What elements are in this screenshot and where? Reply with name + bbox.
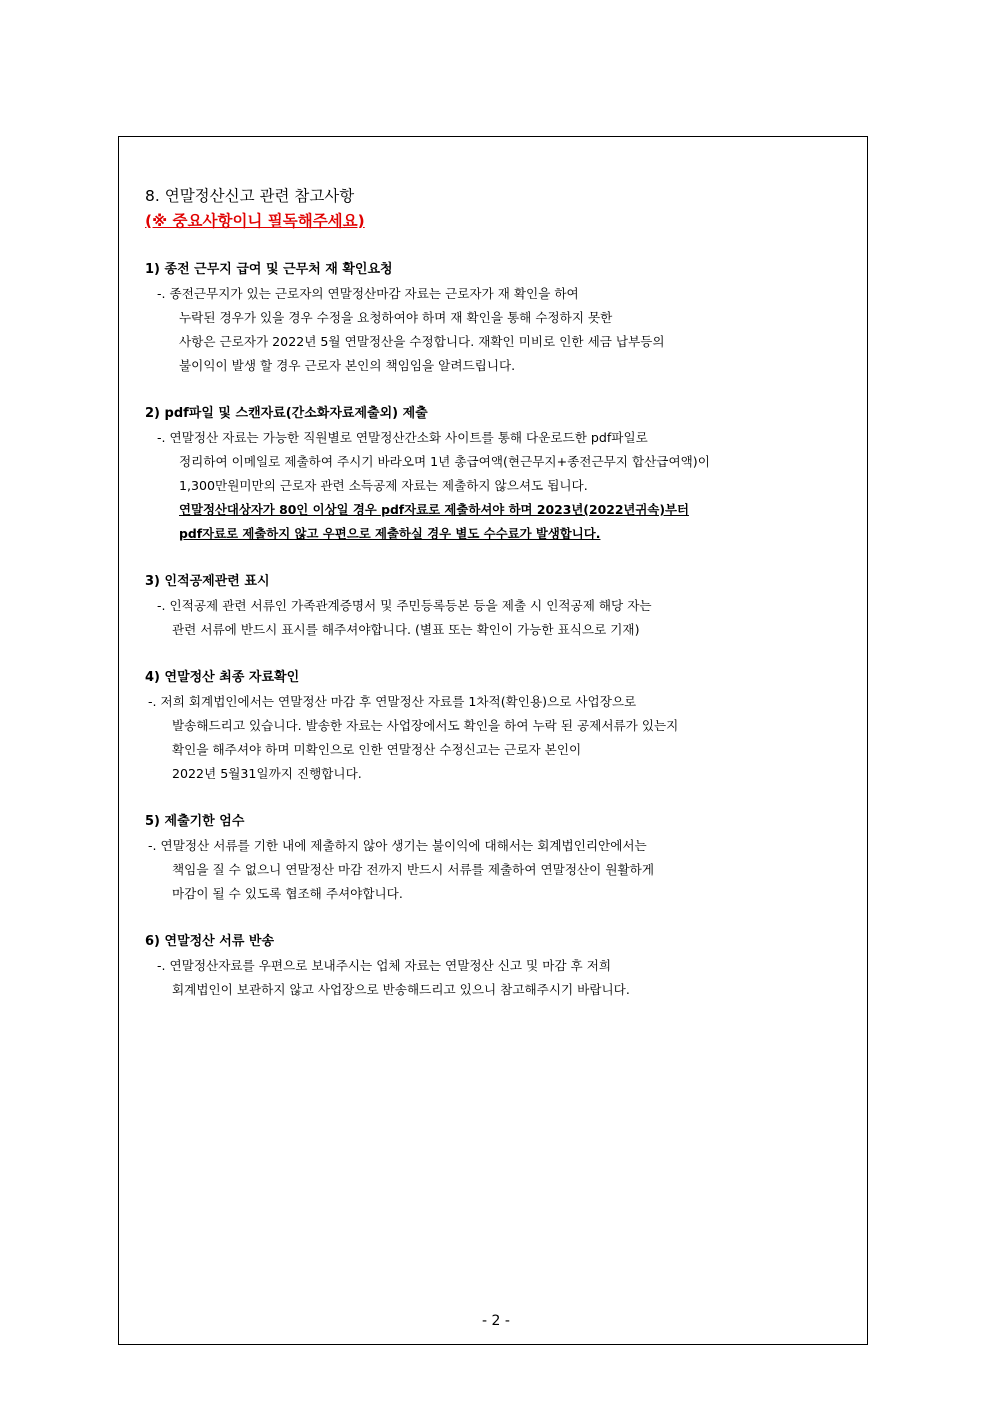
section-line: 확인을 해주셔야 하며 미확인으로 인한 연말정산 수정신고는 근로자 본인이 — [172, 742, 582, 757]
section-previous-workplace — [145, 258, 860, 378]
emphasis-line: pdf자료로 제출하지 않고 우편으로 제출하실 경우 별도 수수료가 발생합니다. — [179, 526, 601, 541]
section-line: 마감이 될 수 있도록 협조해 주셔야합니다. — [172, 886, 403, 901]
section-body — [145, 834, 860, 906]
section-pdf-submission — [145, 402, 860, 546]
section-line: -. 인적공제 관련 서류인 가족관계증명서 및 주민등록등본 등을 제출 시 인적공제 해당 자는 — [157, 598, 652, 613]
document-title: 8. 연말정산신고 관련 참고사항 — [145, 187, 355, 205]
section-line: 누락된 경우가 있을 경우 수정을 요청하여야 하며 재 확인을 통해 수정하지 못한 — [179, 310, 613, 325]
section-body — [145, 954, 860, 1002]
section-document-return — [145, 930, 860, 1002]
section-line: 정리하여 이메일로 제출하여 주시기 바라오며 1년 총급여액(현근무지+종전근무지 합산급여액)이 — [179, 454, 710, 469]
section-line: 2022년 5월31일까지 진행합니다. — [172, 766, 362, 781]
section-line: 불이익이 발생 할 경우 근로자 본인의 책임임을 알려드립니다. — [179, 358, 516, 373]
section-line: 발송해드리고 있습니다. 발송한 자료는 사업장에서도 확인을 하여 누락 된 공제서류가 있는지 — [172, 718, 679, 733]
section-line: 1,300만원미만의 근로자 관련 소득공제 자료는 제출하지 않으셔도 됩니다. — [179, 478, 588, 493]
section-heading: 2) pdf파일 및 스캔자료(간소화자료제출외) 제출 — [145, 406, 428, 421]
section-line: -. 연말정산 자료는 가능한 직원별로 연말정산간소화 사이트를 통해 다운로드한 pdf파일로 — [157, 430, 648, 445]
section-heading: 1) 종전 근무지 급여 및 근무처 재 확인요청 — [145, 262, 393, 277]
section-line: -. 연말정산자료를 우편으로 보내주시는 업체 자료는 연말정산 신고 및 마감 후 저희 — [157, 958, 612, 973]
section-body — [145, 426, 860, 546]
section-heading: 3) 인적공제관련 표시 — [145, 574, 270, 589]
section-body — [145, 690, 860, 786]
important-notice: (※ 중요사항이니 필독해주세요) — [145, 212, 365, 230]
section-heading: 4) 연말정산 최종 자료확인 — [145, 670, 300, 685]
section-final-check — [145, 666, 860, 786]
section-body — [145, 594, 860, 642]
section-line: 회계법인이 보관하지 않고 사업장으로 반송해드리고 있으니 참고해주시기 바랍니다. — [172, 982, 630, 997]
section-body — [145, 282, 860, 378]
section-line: -. 연말정산 서류를 기한 내에 제출하지 않아 생기는 불이익에 대해서는 회계법인리안에서는 — [148, 838, 647, 853]
section-heading: 5) 제출기한 엄수 — [145, 814, 245, 829]
page-number: - 2 - — [482, 1313, 510, 1329]
section-personal-deduction — [145, 570, 860, 642]
section-line: 관련 서류에 반드시 표시를 해주셔야합니다. (별표 또는 확인이 가능한 표식으로 기재) — [172, 622, 640, 637]
section-line: -. 저희 회계법인에서는 연말정산 마감 후 연말정산 자료를 1차적(확인용)으로 사업장으로 — [148, 694, 637, 709]
section-deadline — [145, 810, 860, 906]
section-heading: 6) 연말정산 서류 반송 — [145, 934, 275, 949]
emphasis-line: 연말정산대상자가 80인 이상일 경우 pdf자료로 제출하셔야 하며 2023년(2022년귀속)부터 — [179, 502, 689, 517]
section-line: 책임을 질 수 없으니 연말정산 마감 전까지 반드시 서류를 제출하여 연말정산이 원활하게 — [172, 862, 654, 877]
section-line: 사항은 근로자가 2022년 5월 연말정산을 수정합니다. 재확인 미비로 인한 세금 납부등의 — [179, 334, 665, 349]
document-content — [145, 184, 860, 1026]
section-line: -. 종전근무지가 있는 근로자의 연말정산마감 자료는 근로자가 재 확인을 하여 — [157, 286, 579, 301]
